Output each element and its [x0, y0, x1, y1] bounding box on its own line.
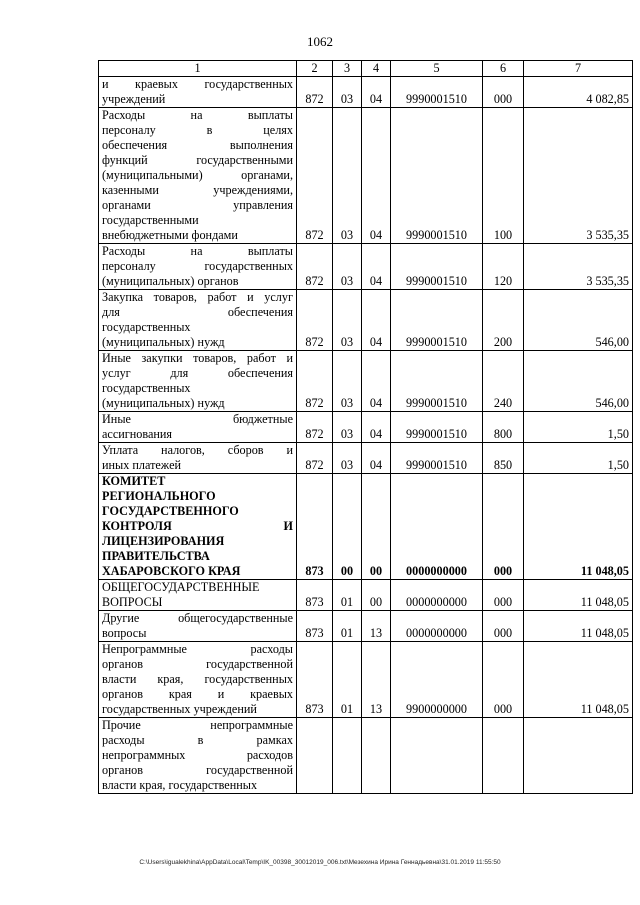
row-amount: 4 082,85 — [524, 77, 633, 108]
row-name-line: ассигнования — [102, 427, 173, 441]
table-row — [99, 412, 633, 443]
row-amount: 3 535,35 — [524, 244, 633, 290]
row-name-cell — [99, 108, 297, 244]
row-name-line: органов государственной — [102, 763, 293, 777]
row-code-expense-type: 000 — [483, 474, 524, 580]
table-row — [99, 290, 633, 351]
row-code-subsection: 04 — [362, 108, 391, 244]
row-code-expense-type — [483, 718, 524, 794]
row-code-expense-type: 200 — [483, 290, 524, 351]
header-col-6: 6 — [483, 61, 524, 77]
row-code-target: 9990001510 — [391, 443, 483, 474]
row-code-target: 0000000000 — [391, 474, 483, 580]
row-code-subsection: 13 — [362, 642, 391, 718]
row-code-target: 9990001510 — [391, 412, 483, 443]
row-code-admin: 872 — [297, 290, 333, 351]
row-code-section: 03 — [333, 443, 362, 474]
row-name-line: Закупка товаров, работ и услуг — [102, 290, 293, 304]
row-name-line: Уплата налогов, сборов и — [102, 443, 293, 457]
table-row — [99, 580, 633, 611]
row-name-line: вопросы — [102, 626, 147, 640]
row-name-line: для обеспечения — [102, 305, 293, 319]
row-name-line: органов государственной — [102, 657, 293, 671]
row-name-line: обеспечения выполнения — [102, 138, 293, 152]
row-code-section: 03 — [333, 77, 362, 108]
row-name-line: государственных учреждений — [102, 702, 257, 716]
row-code-expense-type: 000 — [483, 642, 524, 718]
row-code-subsection — [362, 718, 391, 794]
row-code-expense-type: 120 — [483, 244, 524, 290]
budget-table — [98, 60, 633, 794]
row-name-line: Непрограммные расходы — [102, 642, 293, 656]
row-name-line: КОНТРОЛЯ И — [102, 519, 293, 533]
row-name-line: расходы в рамках — [102, 733, 293, 747]
row-name-cell — [99, 474, 297, 580]
row-code-target: 9990001510 — [391, 77, 483, 108]
row-amount: 546,00 — [524, 290, 633, 351]
header-col-5: 5 — [391, 61, 483, 77]
row-amount: 1,50 — [524, 443, 633, 474]
row-name-line: услуг для обеспечения — [102, 366, 293, 380]
row-code-expense-type: 000 — [483, 611, 524, 642]
row-code-subsection: 04 — [362, 244, 391, 290]
row-code-target: 0000000000 — [391, 580, 483, 611]
table-header-row — [99, 61, 633, 77]
row-code-section: 03 — [333, 412, 362, 443]
row-amount: 11 048,05 — [524, 642, 633, 718]
row-code-section: 03 — [333, 351, 362, 412]
row-amount: 3 535,35 — [524, 108, 633, 244]
row-name-line: и краевых государственных — [102, 77, 293, 91]
row-amount: 11 048,05 — [524, 474, 633, 580]
row-name-line: власти края, государственных — [102, 778, 258, 792]
row-name-line: непрограммных расходов — [102, 748, 293, 762]
row-code-admin: 873 — [297, 611, 333, 642]
table-row — [99, 443, 633, 474]
row-code-section: 01 — [333, 611, 362, 642]
row-code-target: 9990001510 — [391, 244, 483, 290]
row-code-target: 9990001510 — [391, 290, 483, 351]
row-code-expense-type: 100 — [483, 108, 524, 244]
row-name-line: ВОПРОСЫ — [102, 595, 163, 609]
row-code-admin: 872 — [297, 77, 333, 108]
row-code-admin: 873 — [297, 474, 333, 580]
row-amount: 546,00 — [524, 351, 633, 412]
row-name-line: ПРАВИТЕЛЬСТВА — [102, 549, 210, 563]
row-name-line: Прочие непрограммные — [102, 718, 293, 732]
row-name-cell — [99, 290, 297, 351]
row-name-cell — [99, 412, 297, 443]
row-code-admin: 872 — [297, 443, 333, 474]
row-code-section: 03 — [333, 290, 362, 351]
row-name-line: Расходы на выплаты — [102, 244, 293, 258]
row-code-subsection: 04 — [362, 412, 391, 443]
row-amount — [524, 718, 633, 794]
row-name-line: внебюджетными фондами — [102, 228, 238, 242]
row-name-line: функций государственными — [102, 153, 293, 167]
row-name-cell — [99, 611, 297, 642]
row-name-cell — [99, 443, 297, 474]
header-col-4: 4 — [362, 61, 391, 77]
row-name-line: (муниципальных) органов — [102, 274, 239, 288]
row-name-line: иных платежей — [102, 458, 181, 472]
row-name-cell — [99, 244, 297, 290]
row-code-section: 01 — [333, 580, 362, 611]
file-path-footer: C:\Users\igualekhina\AppData\Local\Temp\IK_00398_30012019_006.txt\Мезехина Ирина Геннадьевна\31.01.2019 11:55:50 — [139, 859, 501, 866]
row-name-line: государственных — [102, 320, 191, 334]
row-code-expense-type: 850 — [483, 443, 524, 474]
row-amount: 1,50 — [524, 412, 633, 443]
row-name-line: РЕГИОНАЛЬНОГО — [102, 489, 216, 503]
row-name-line: государственных — [102, 381, 191, 395]
header-col-3: 3 — [333, 61, 362, 77]
table-row — [99, 244, 633, 290]
row-name-line: Расходы на выплаты — [102, 108, 293, 122]
row-code-subsection: 00 — [362, 474, 391, 580]
row-code-expense-type: 800 — [483, 412, 524, 443]
row-name-line: учреждений — [102, 92, 166, 106]
row-amount: 11 048,05 — [524, 580, 633, 611]
row-name-cell — [99, 642, 297, 718]
row-name-cell — [99, 351, 297, 412]
table-row — [99, 108, 633, 244]
row-name-line: власти края, государственных — [102, 672, 293, 686]
row-code-subsection: 04 — [362, 443, 391, 474]
row-code-target: 9900000000 — [391, 642, 483, 718]
row-name-line: (муниципальных) нужд — [102, 396, 225, 410]
row-name-line: органов края и краевых — [102, 687, 293, 701]
header-col-7: 7 — [524, 61, 633, 77]
row-code-target — [391, 718, 483, 794]
page-number: 1062 — [307, 34, 333, 49]
row-code-subsection: 04 — [362, 351, 391, 412]
row-code-admin — [297, 718, 333, 794]
header-col-1: 1 — [99, 61, 297, 77]
row-code-expense-type: 000 — [483, 580, 524, 611]
row-name-line: КОМИТЕТ — [102, 474, 166, 488]
row-name-cell — [99, 580, 297, 611]
row-code-subsection: 00 — [362, 580, 391, 611]
table-row — [99, 77, 633, 108]
row-code-expense-type: 000 — [483, 77, 524, 108]
row-code-subsection: 13 — [362, 611, 391, 642]
row-code-section: 00 — [333, 474, 362, 580]
row-code-admin: 873 — [297, 580, 333, 611]
table-row — [99, 718, 633, 794]
row-code-subsection: 04 — [362, 77, 391, 108]
row-code-section: 01 — [333, 642, 362, 718]
row-code-admin: 872 — [297, 351, 333, 412]
row-name-line: персоналу государственных — [102, 259, 293, 273]
row-amount: 11 048,05 — [524, 611, 633, 642]
row-code-section: 03 — [333, 108, 362, 244]
row-name-line: Иные бюджетные — [102, 412, 293, 426]
row-code-admin: 872 — [297, 244, 333, 290]
row-name-line: ГОСУДАРСТВЕННОГО — [102, 504, 239, 518]
row-name-line: ОБЩЕГОСУДАРСТВЕННЫЕ — [102, 580, 260, 594]
row-name-line: персоналу в целях — [102, 123, 293, 137]
row-name-line: Другие общегосударственные — [102, 611, 293, 625]
row-code-target: 9990001510 — [391, 351, 483, 412]
row-code-admin: 873 — [297, 642, 333, 718]
row-name-line: казенными учреждениями, — [102, 183, 293, 197]
row-code-admin: 872 — [297, 108, 333, 244]
row-code-target: 0000000000 — [391, 611, 483, 642]
row-name-line: (муниципальных) нужд — [102, 335, 225, 349]
row-name-line: государственными — [102, 213, 199, 227]
row-code-target: 9990001510 — [391, 108, 483, 244]
row-name-line: Иные закупки товаров, работ и — [102, 351, 293, 365]
row-code-subsection: 04 — [362, 290, 391, 351]
row-code-section: 03 — [333, 244, 362, 290]
row-name-line: ЛИЦЕНЗИРОВАНИЯ — [102, 534, 225, 548]
header-col-2: 2 — [297, 61, 333, 77]
row-code-admin: 872 — [297, 412, 333, 443]
row-name-cell — [99, 718, 297, 794]
row-name-line: (муниципальными) органами, — [102, 168, 293, 182]
row-name-line: органами управления — [102, 198, 293, 212]
row-code-expense-type: 240 — [483, 351, 524, 412]
table-row — [99, 351, 633, 412]
table-row — [99, 611, 633, 642]
row-name-line: ХАБАРОВСКОГО КРАЯ — [102, 564, 241, 578]
table-row — [99, 642, 633, 718]
row-name-cell — [99, 77, 297, 108]
table-row — [99, 474, 633, 580]
row-code-section — [333, 718, 362, 794]
